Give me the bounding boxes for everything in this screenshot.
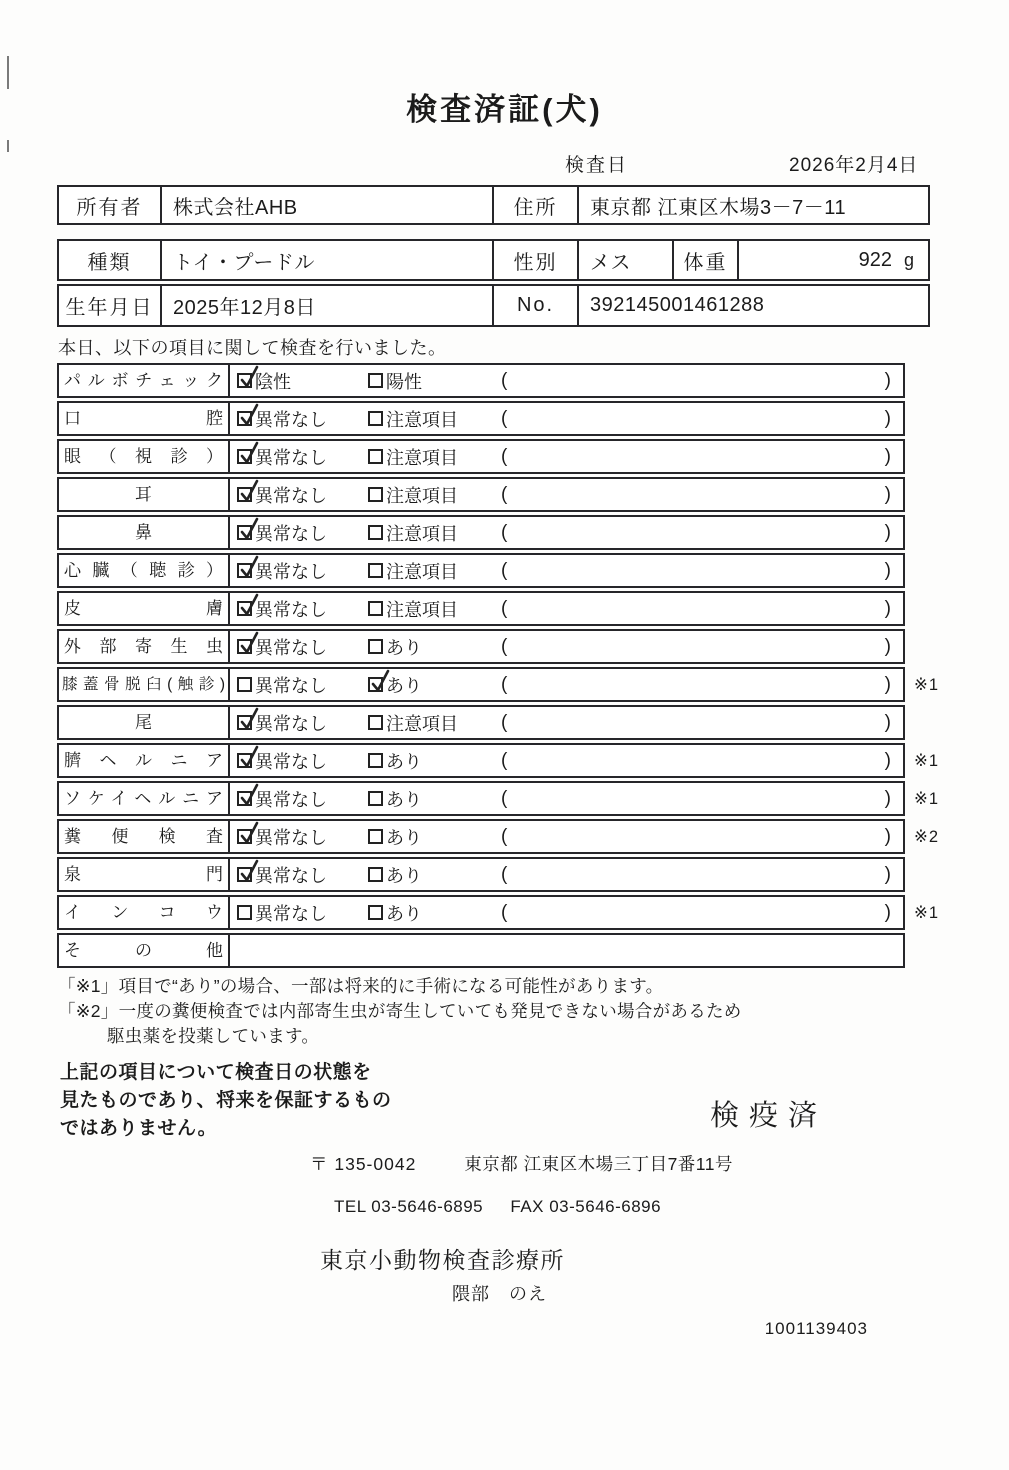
remarks-paren-close: ) [884,825,891,847]
scan-artifact [7,56,9,89]
checkmark-icon [237,592,260,619]
owner-table [57,185,930,225]
weight-number: 922 [858,248,892,271]
checkbox-unchecked [368,487,383,502]
result-option [368,634,498,660]
result-option-label: 異常なし [255,409,327,430]
footnote-1: 「※1」項目で“あり”の場合、一部は将来的に手術になる可能性があります。 [58,976,664,996]
sex-value: メス [579,241,674,279]
result-option [368,786,498,812]
result-option [368,596,498,622]
checkbox-unchecked [368,411,383,426]
result-option-label: 注意項目 [386,599,458,620]
checkbox-unchecked [368,639,383,654]
remarks-paren-open: ( [501,749,508,771]
disclaimer-line-2: 見たものであり、将来を保証するもの [60,1090,392,1111]
result-option [237,558,368,584]
inspection-row-content [230,669,903,700]
remarks-paren-open: ( [501,673,508,695]
result-option [237,482,368,508]
inspection-date-row [0,150,1009,176]
remarks-paren-open: ( [501,711,508,733]
disclaimer-line-3: ではありません。 [60,1118,218,1139]
result-option-label: 注意項目 [386,561,458,582]
inspection-row-content [230,783,903,814]
inspection-row [57,895,905,930]
owner-value: 株式会社AHB [162,187,494,223]
inspection-item-label: 心臓（聴診） [59,555,230,586]
inspection-item-label: 外部寄生虫 [59,631,230,662]
result-option-label: 異常なし [255,675,327,696]
birthdate-value: 2025年12月8日 [162,286,494,325]
result-option-label: 異常なし [255,485,327,506]
result-option-label: あり [386,903,422,924]
inspection-row-content [230,631,903,662]
checkbox-checked [237,715,252,730]
inspection-row-content [230,479,903,510]
birthdate-label: 生年月日 [59,286,162,325]
checkbox-unchecked [237,677,252,692]
certificate-no-value: 392145001461288 [590,294,765,316]
result-option [368,406,498,432]
footnote-2-continued: 駆虫薬を投薬しています。 [107,1026,320,1046]
checkbox-checked [237,753,252,768]
result-option [368,444,498,470]
checkmark-icon [237,402,260,429]
remarks-paren-close: ) [884,521,891,543]
result-option [368,900,498,926]
result-option [237,672,368,698]
checkmark-icon [237,858,260,885]
inspection-item-label: その他 [59,935,230,966]
result-option [368,482,498,508]
remarks-paren-open: ( [501,825,508,847]
inspection-row [57,705,905,740]
inspection-row [57,401,905,436]
result-option-label: 異常なし [255,523,327,544]
inspection-row [57,667,905,702]
weight-value [739,241,928,279]
result-option [237,900,368,926]
remarks-paren-close: ) [884,369,891,391]
result-option-label: 注意項目 [386,409,458,430]
inspection-row-line [57,363,1009,398]
owner-label: 所有者 [59,187,162,223]
result-option-label: 異常なし [255,789,327,810]
inspection-item-label: 耳 [59,479,230,510]
inspection-row [57,363,905,398]
inspection-row-line [57,553,1009,588]
result-option [237,634,368,660]
checkbox-checked [237,373,252,388]
inspection-row [57,933,905,968]
inspection-item-label: インコウ [59,897,230,928]
inspection-row-content [230,517,903,548]
checkbox-unchecked [368,829,383,844]
remarks-paren-open: ( [501,635,508,657]
inspection-row-line [57,857,1009,892]
remarks-paren-close: ) [884,673,891,695]
inspection-row [57,743,905,778]
remarks-paren-open: ( [501,787,508,809]
result-option [237,862,368,888]
clinic-contact-line [334,1197,1009,1217]
checkbox-checked [237,449,252,464]
checkbox-checked [237,525,252,540]
result-option-label: 注意項目 [386,713,458,734]
result-option [368,558,498,584]
checkbox-unchecked [368,867,383,882]
remarks-paren-open: ( [501,483,508,505]
checkmark-icon [237,820,260,847]
clinic-name: 東京小動物検査診療所 [320,1247,565,1273]
remarks-paren-open: ( [501,863,508,885]
inspection-row-content [230,745,903,776]
inspection-row-line [57,819,1009,854]
inspection-row-content [230,897,903,928]
address-label: 住所 [494,187,579,223]
result-option-label: 異常なし [255,865,327,886]
result-option [237,406,368,432]
remarks-paren-open: ( [501,597,508,619]
remarks-paren-close: ) [884,483,891,505]
checkbox-unchecked [368,753,383,768]
result-option-label: 注意項目 [386,485,458,506]
checkmark-icon [237,630,260,657]
result-option-label: あり [386,751,422,772]
result-option [237,710,368,736]
checkbox-unchecked [368,525,383,540]
inspection-item-label: 眼（視診） [59,441,230,472]
checkbox-unchecked [368,373,383,388]
inspection-row [57,629,905,664]
checkbox-checked [237,867,252,882]
checkbox-unchecked [368,449,383,464]
result-option-label: 異常なし [255,713,327,734]
result-option-label: あり [386,865,422,886]
result-option [368,748,498,774]
inspection-row [57,439,905,474]
remarks-paren-open: ( [501,559,508,581]
sex-label: 性別 [494,241,579,279]
inspection-row-line [57,401,1009,436]
inspection-row [57,781,905,816]
remarks-paren-close: ) [884,407,891,429]
result-option [368,824,498,850]
result-option [237,520,368,546]
inspection-row-content [230,821,903,852]
inspection-row-line [57,667,1009,702]
result-option [237,596,368,622]
result-option [368,672,498,698]
checkbox-checked [368,677,383,692]
checkmark-icon [237,364,260,391]
intro-text: 本日、以下の項目に関して検査を行いました。 [58,338,447,358]
inspection-row [57,515,905,550]
checkmark-icon [237,516,260,543]
inspection-date-value: 2026年2月4日 [789,155,919,176]
remarks-paren-close: ) [884,559,891,581]
footnote-marker: ※1 [914,675,940,694]
remarks-paren-open: ( [501,901,508,923]
breed-value: トイ・プードル [162,241,494,279]
inspection-row-content [230,935,903,966]
footnotes [58,974,1009,1049]
birth-table [57,284,930,327]
inspection-row-content [230,555,903,586]
result-option-label: あり [386,827,422,848]
result-option-label: 陰性 [255,371,291,392]
inspection-row-line [57,933,1009,968]
remarks-paren-open: ( [501,407,508,429]
remarks-paren-open: ( [501,369,508,391]
inspection-row-line [57,743,1009,778]
bottom-section [60,1059,1009,1143]
footnote-marker: ※1 [914,903,940,922]
inspection-row-line [57,477,1009,512]
inspection-item-label: ソケイヘルニア [59,783,230,814]
remarks-paren-close: ) [884,597,891,619]
checkmark-icon [237,744,260,771]
inspection-item-label: 口腔 [59,403,230,434]
checkbox-checked [237,411,252,426]
checkbox-checked [237,487,252,502]
inspection-item-label: 膝蓋骨脱臼(触診) [59,669,230,700]
remarks-paren-close: ) [884,901,891,923]
result-option-label: 注意項目 [386,447,458,468]
remarks-paren-open: ( [501,445,508,467]
quarantine-stamp: 検疫済 [709,1100,827,1132]
result-option [237,444,368,470]
result-option-label: あり [386,675,422,696]
footnote-marker: ※2 [914,827,940,846]
remarks-paren-close: ) [884,863,891,885]
inspection-row-content [230,707,903,738]
checkbox-unchecked [368,791,383,806]
checkbox-checked [237,829,252,844]
inspection-row-line [57,895,1009,930]
checkmark-icon [237,782,260,809]
inspection-date-label: 検査日 [565,155,629,176]
result-option-label: 異常なし [255,599,327,620]
result-option [368,710,498,736]
result-option [237,824,368,850]
checkmark-icon [237,440,260,467]
result-option-label: 異常なし [255,561,327,582]
inspection-row-line [57,515,1009,550]
disclaimer-line-1: 上記の項目について検査日の状態を [60,1062,372,1083]
checkmark-icon [368,668,391,695]
inspection-row-content [230,403,903,434]
inspection-table [57,363,1009,968]
result-option-label: 異常なし [255,903,327,924]
inspection-row [57,591,905,626]
result-option-label: 異常なし [255,447,327,468]
result-option-label: あり [386,789,422,810]
inspection-row [57,857,905,892]
inspection-item-label: 皮膚 [59,593,230,624]
postal-code: 〒 135-0042 [310,1154,417,1174]
inspection-row-content [230,365,903,396]
checkbox-unchecked [368,715,383,730]
disclaimer [60,1059,480,1143]
inspection-row-content [230,441,903,472]
checkbox-checked [237,601,252,616]
remarks-paren-close: ) [884,749,891,771]
clinic-address-line [310,1151,1009,1176]
breed-label: 種類 [59,241,162,279]
result-option [237,368,368,394]
certificate-no-label: No. [494,286,579,325]
checkbox-unchecked [368,601,383,616]
inspection-row-line [57,629,1009,664]
remarks-paren-close: ) [884,787,891,809]
footnote-marker: ※1 [914,751,940,770]
weight-label: 体重 [674,241,739,279]
result-option-label: 陽性 [386,371,422,392]
result-option [368,862,498,888]
checkbox-checked [237,639,252,654]
inspection-row-line [57,705,1009,740]
page-title: 検査済証(犬) [406,92,603,127]
inspection-row-line [57,591,1009,626]
inspection-row-content [230,859,903,890]
veterinarian-name: 隈部 のえ [452,1284,547,1304]
checkbox-checked [237,563,252,578]
remarks-paren-close: ) [884,635,891,657]
inspection-item-label: 泉門 [59,859,230,890]
inspection-row-line [57,781,1009,816]
result-option [368,520,498,546]
inspection-row [57,477,905,512]
checkmark-icon [237,706,260,733]
remarks-paren-close: ) [884,445,891,467]
inspection-row [57,819,905,854]
inspection-item-label: 臍ヘルニア [59,745,230,776]
inspection-item-label: 鼻 [59,517,230,548]
inspection-row-content [230,593,903,624]
inspection-row-line [57,439,1009,474]
address-value: 東京都 江東区木場3－7－11 [590,196,847,219]
checkbox-checked [237,791,252,806]
clinic-tel: TEL 03-5646-6895 [334,1197,484,1216]
result-option [368,368,498,394]
checkbox-unchecked [237,905,252,920]
serial-number: 1001139403 [764,1319,868,1338]
weight-unit: g [903,249,914,270]
clinic-address: 東京都 江東区木場三丁目7番11号 [464,1154,733,1174]
inspection-item-label: 糞便検査 [59,821,230,852]
checkbox-unchecked [368,563,383,578]
result-option-label: 異常なし [255,827,327,848]
result-option-label: あり [386,637,422,658]
result-option [237,748,368,774]
clinic-fax: FAX 03-5646-6896 [510,1197,662,1216]
inspection-item-label: パルボチェック [59,365,230,396]
checkmark-icon [237,478,260,505]
result-option-label: 異常なし [255,751,327,772]
checkmark-icon [237,554,260,581]
result-option-label: 異常なし [255,637,327,658]
pet-table [57,239,930,281]
remarks-paren-close: ) [884,711,891,733]
result-option [237,786,368,812]
remarks-paren-open: ( [501,521,508,543]
footnote-2: 「※2」一度の糞便検査では内部寄生虫が寄生していても発見できない場合があるため [58,1001,742,1021]
inspection-item-label: 尾 [59,707,230,738]
checkbox-unchecked [368,905,383,920]
inspection-row [57,553,905,588]
result-option-label: 注意項目 [386,523,458,544]
footnote-marker: ※1 [914,789,940,808]
